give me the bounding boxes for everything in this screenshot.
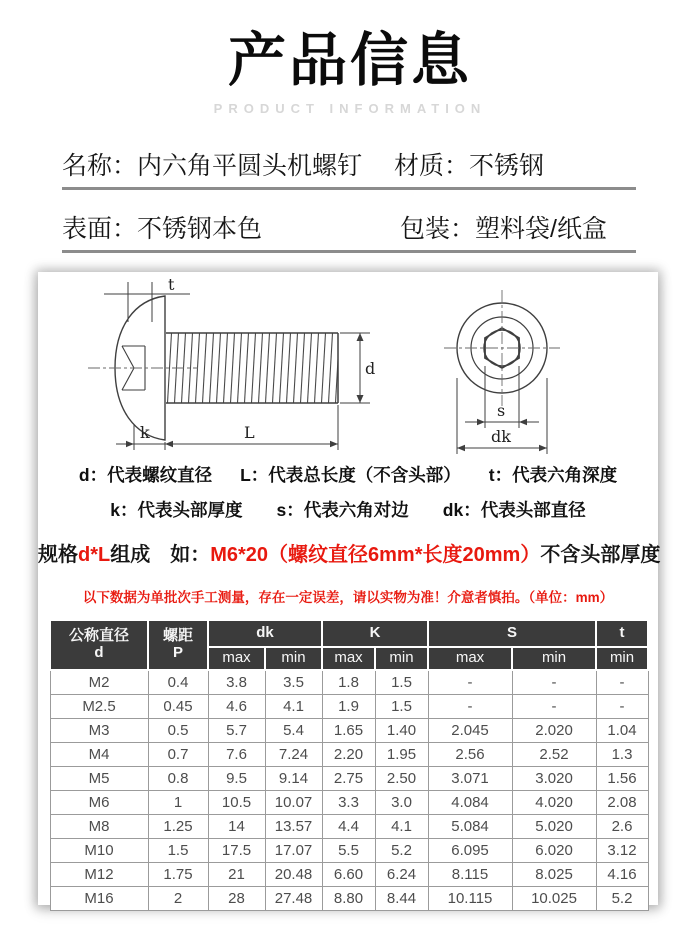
cell-size: M16: [50, 887, 148, 911]
cell-t-min: 1.56: [596, 767, 648, 791]
cell-s-max: -: [428, 670, 512, 695]
cell-size: M5: [50, 767, 148, 791]
cell-s-min: 6.020: [512, 839, 596, 863]
side-view: [88, 282, 370, 450]
cell-k-max: 6.60: [322, 863, 375, 887]
cell-t-min: 2.08: [596, 791, 648, 815]
cell-k-min: 4.1: [375, 815, 428, 839]
table-row: [50, 839, 648, 863]
cell-dk-max: 9.5: [208, 767, 265, 791]
table-header: [50, 620, 648, 670]
cell-s-max: 5.084: [428, 815, 512, 839]
cell-s-max: 6.095: [428, 839, 512, 863]
cell-k-max: 1.65: [322, 719, 375, 743]
cell-k-max: 3.3: [322, 791, 375, 815]
cell-s-max: -: [428, 695, 512, 719]
cell-s-min: 5.020: [512, 815, 596, 839]
header-group-s: S: [428, 620, 596, 647]
legend-line-2: [38, 497, 658, 522]
dim-label-k: k: [140, 423, 150, 442]
cell-s-min: 10.025: [512, 887, 596, 911]
header-group-t: t: [596, 620, 648, 647]
dim-label-L: L: [244, 423, 255, 442]
header-text: 螺距: [162, 627, 193, 645]
cell-size: M12: [50, 863, 148, 887]
header-group-k: K: [322, 620, 428, 647]
product-name: 名称：内六角平圆头机螺钉: [62, 152, 363, 180]
cell-k-min: 5.2: [375, 839, 428, 863]
header-min: min: [512, 647, 596, 670]
dim-label-dk: dk: [491, 427, 511, 446]
divider: [62, 187, 636, 190]
spec-part-red: M6*20（螺纹直径6mm*长度20mm）: [210, 544, 541, 566]
cell-k-min: 8.44: [375, 887, 428, 911]
header-pitch: [148, 620, 208, 670]
page-subtitle: PRODUCT INFORMATION: [213, 101, 487, 116]
cell-k-max: 8.80: [322, 887, 375, 911]
cell-dk-max: 3.8: [208, 670, 265, 695]
cell-size: M3: [50, 719, 148, 743]
cell-s-min: 2.52: [512, 743, 596, 767]
header-max: max: [322, 647, 375, 670]
header-text: d: [94, 644, 104, 661]
spec-part: 组成 如：: [110, 544, 211, 566]
cell-dk-min: 17.07: [265, 839, 322, 863]
cell-pitch: 1.25: [148, 815, 208, 839]
table-row: [50, 791, 648, 815]
cell-s-max: 3.071: [428, 767, 512, 791]
table-body: [50, 670, 648, 911]
table-row: [50, 815, 648, 839]
cell-dk-max: 5.7: [208, 719, 265, 743]
cell-size: M8: [50, 815, 148, 839]
cell-k-min: 1.40: [375, 719, 428, 743]
spec-part-red: d*L: [78, 544, 111, 566]
measurement-disclaimer: 以下数据为单批次手工测量，存在一定误差，请以实物为准！介意者慎拍。（单位：mm）: [82, 590, 614, 605]
cell-k-max: 2.20: [322, 743, 375, 767]
cell-t-min: 5.2: [596, 887, 648, 911]
cell-dk-min: 9.14: [265, 767, 322, 791]
header-text: P: [172, 644, 183, 661]
cell-k-min: 1.5: [375, 670, 428, 695]
cell-dk-max: 10.5: [208, 791, 265, 815]
table-row: [50, 767, 648, 791]
product-surface: 表面：不锈钢本色: [62, 215, 263, 243]
header-group-dk: dk: [208, 620, 322, 647]
header-max: max: [428, 647, 512, 670]
legend-item-k: k：代表头部厚度: [110, 500, 243, 520]
cell-size: M4: [50, 743, 148, 767]
cell-t-min: 3.12: [596, 839, 648, 863]
cell-t-min: 1.04: [596, 719, 648, 743]
cell-dk-min: 5.4: [265, 719, 322, 743]
cell-k-max: 2.75: [322, 767, 375, 791]
cell-s-max: 8.115: [428, 863, 512, 887]
cell-dk-max: 17.5: [208, 839, 265, 863]
cell-size: M2: [50, 670, 148, 695]
cell-dk-min: 13.57: [265, 815, 322, 839]
cell-pitch: 0.7: [148, 743, 208, 767]
cell-pitch: 0.8: [148, 767, 208, 791]
cell-dk-min: 4.1: [265, 695, 322, 719]
header-min: min: [596, 647, 648, 670]
cell-s-max: 2.56: [428, 743, 512, 767]
spec-part: 不含头部厚度: [540, 544, 661, 566]
cell-s-min: 3.020: [512, 767, 596, 791]
table-row: [50, 887, 648, 911]
cell-pitch: 2: [148, 887, 208, 911]
cell-s-min: 8.025: [512, 863, 596, 887]
cell-k-max: 1.9: [322, 695, 375, 719]
cell-k-min: 1.5: [375, 695, 428, 719]
cell-s-max: 2.045: [428, 719, 512, 743]
cell-s-min: -: [512, 670, 596, 695]
header-max: max: [208, 647, 265, 670]
table-row: [50, 863, 648, 887]
cell-pitch: 0.4: [148, 670, 208, 695]
cell-dk-min: 20.48: [265, 863, 322, 887]
cell-pitch: 1.5: [148, 839, 208, 863]
cell-k-max: 1.8: [322, 670, 375, 695]
cell-dk-max: 7.6: [208, 743, 265, 767]
cell-k-min: 2.50: [375, 767, 428, 791]
spec-part: 规格: [38, 544, 78, 566]
header-min: min: [375, 647, 428, 670]
cell-dk-max: 28: [208, 887, 265, 911]
page-title: 产品信息: [227, 28, 472, 93]
cell-k-min: 6.24: [375, 863, 428, 887]
cell-s-min: 2.020: [512, 719, 596, 743]
legend-item-s: s：代表六角对边: [276, 500, 409, 520]
cell-dk-max: 4.6: [208, 695, 265, 719]
header-text: 公称直径: [68, 627, 129, 645]
cell-size: M10: [50, 839, 148, 863]
table-row: [50, 670, 648, 695]
cell-pitch: 1: [148, 791, 208, 815]
info-row-surface-packaging: [62, 209, 638, 245]
info-row-name-material: [62, 146, 638, 182]
cell-k-min: 3.0: [375, 791, 428, 815]
divider: [62, 250, 636, 253]
screw-technical-drawing: [38, 278, 658, 463]
cell-dk-max: 14: [208, 815, 265, 839]
legend-item-L: L：代表总长度（不含头部）: [240, 465, 461, 485]
table-row: [50, 743, 648, 767]
product-material: 材质：不锈钢: [394, 152, 545, 180]
cell-size: M6: [50, 791, 148, 815]
legend-item-t: t：代表六角深度: [488, 465, 618, 485]
legend-item-d: d：代表螺纹直径: [78, 465, 213, 485]
spec-format-line: [38, 538, 661, 567]
cell-pitch: 0.5: [148, 719, 208, 743]
dim-label-t: t: [168, 278, 175, 294]
cell-dk-min: 3.5: [265, 670, 322, 695]
cell-k-min: 1.95: [375, 743, 428, 767]
cell-t-min: -: [596, 670, 648, 695]
cell-dk-min: 10.07: [265, 791, 322, 815]
header-nominal-diameter: [50, 620, 148, 670]
cell-pitch: 0.45: [148, 695, 208, 719]
legend-item-dk: dk：代表头部直径: [442, 500, 586, 520]
cell-t-min: 1.3: [596, 743, 648, 767]
dim-label-s: s: [497, 401, 506, 420]
table-row: [50, 719, 648, 743]
cell-t-min: 2.6: [596, 815, 648, 839]
dimension-spec-table: [49, 619, 649, 911]
cell-s-min: 4.020: [512, 791, 596, 815]
cell-size: M2.5: [50, 695, 148, 719]
table-row: [50, 695, 648, 719]
cell-dk-min: 7.24: [265, 743, 322, 767]
cell-pitch: 1.75: [148, 863, 208, 887]
cell-s-max: 4.084: [428, 791, 512, 815]
cell-dk-max: 21: [208, 863, 265, 887]
product-detail-card: [38, 272, 661, 907]
cell-k-max: 5.5: [322, 839, 375, 863]
legend-line-1: [38, 462, 658, 487]
cell-dk-min: 27.48: [265, 887, 322, 911]
cell-s-min: -: [512, 695, 596, 719]
cell-t-min: 4.16: [596, 863, 648, 887]
cell-t-min: -: [596, 695, 648, 719]
dim-label-d: d: [365, 359, 376, 378]
cell-s-max: 10.115: [428, 887, 512, 911]
product-packaging: 包装：塑料袋/纸盒: [400, 215, 607, 243]
cell-k-max: 4.4: [322, 815, 375, 839]
header-min: min: [265, 647, 322, 670]
